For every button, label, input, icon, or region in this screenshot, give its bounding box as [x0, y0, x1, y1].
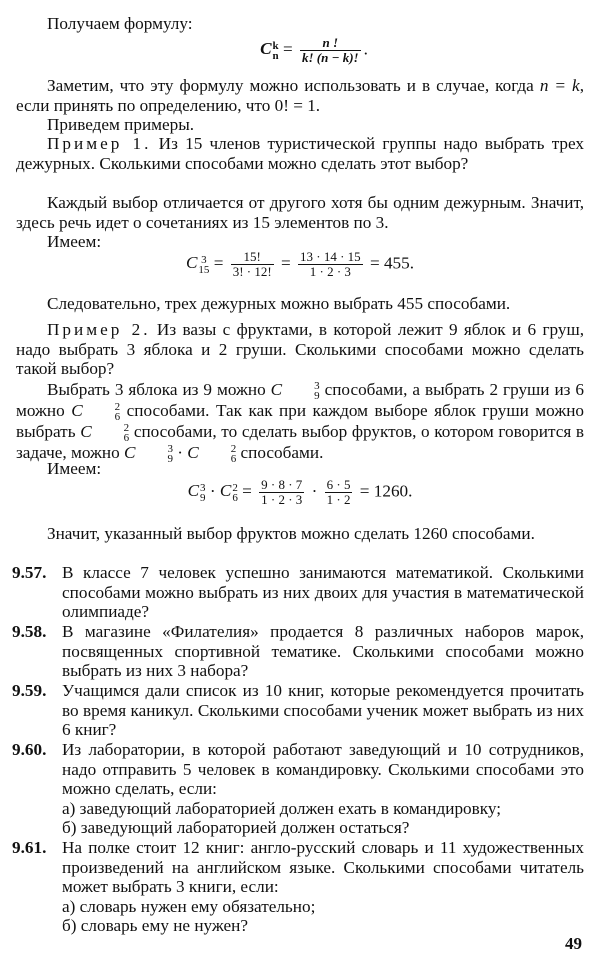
note-paragraph: [16, 76, 584, 115]
example-1-den2: 1 · 2 · 3: [309, 264, 351, 279]
formula-c-symbol: C k n: [260, 39, 279, 62]
example-2-statement: [16, 320, 584, 379]
formula-denominator: k! (n − k)!: [301, 50, 359, 65]
product-dot: ·: [177, 443, 183, 463]
example-1-c-symbol: C 3 15: [185, 253, 210, 276]
examples-lead: Приведем примеры.: [47, 115, 195, 134]
formula-intro: Получаем формулу:: [47, 14, 193, 33]
f2-dot: ·: [209, 481, 216, 501]
problem-number: 9.57.: [12, 563, 47, 582]
c-6-2-product: C 2 6: [187, 443, 237, 466]
example-1-label: Пример 1.: [47, 134, 152, 153]
problem-text: На полке стоит 12 книг: англо-русский словарь и 11 художественных произведений на английском языке. Сколькими способами читатель может выбрать 3 книги, если:: [62, 838, 584, 897]
page-number: 49: [565, 934, 582, 953]
example-1-result: = 455.: [369, 253, 415, 273]
c-9-3-product: C 3 9: [123, 443, 173, 466]
example-1-explanation: Каждый выбор отличается от другого хотя бы одним дежурным. Значит, здесь речь идет о сочетаниях из 15 элементов по 3.: [16, 193, 584, 232]
f2-eq1: =: [242, 481, 252, 501]
solution-part-3: способами. Так как при каждом выборе яблок груши можно выбрать: [16, 401, 585, 442]
example-2-label: Пример 2.: [47, 320, 151, 339]
problem-text: Из лаборатории, в которой работают заведующий и 10 сотрудников, надо отправить 5 человек в командировку. Сколькими способами это можно сделать, если:: [62, 740, 584, 799]
formula-numerator: n !: [300, 36, 361, 51]
example-2-formula: [0, 478, 600, 507]
f2-num1: 9 · 8 · 7: [261, 477, 303, 492]
problem-number: 9.59.: [12, 681, 47, 700]
f2-c-9-3: C 3 9: [187, 481, 206, 504]
problem-text: В магазине «Филателия» продается 8 различных наборов марок, посвященных спортивной тематике. Сколькими способами можно выбрать из них 3 набора?: [62, 622, 584, 681]
solution-part-1: Выбрать 3 яблока из 9 можно: [47, 380, 266, 399]
problem-option-b: б) словарь ему не нужен?: [62, 916, 248, 936]
f2-den1: 1 · 2 · 3: [261, 492, 303, 507]
problem-option-a: а) заведующий лабораторией должен ехать в командировку;: [62, 798, 501, 818]
note-part-c: , если принять по определению, что 0! = 1.: [16, 76, 584, 115]
c-9-3: C 3 9: [270, 380, 320, 403]
formula-equals: =: [282, 39, 293, 59]
f2-c-6-2: C 2 6: [219, 481, 238, 504]
problem-9-60: [12, 740, 584, 838]
f2-fraction-2: [325, 478, 353, 507]
note-part-b: n = k: [539, 76, 580, 95]
f2-fraction-1: [259, 478, 304, 507]
example-1-num2: 13 · 14 · 15: [300, 249, 361, 264]
example-1-text: Из 15 членов туристической группы надо выбрать трех дежурных. Сколькими способами можно сделать этот выбор?: [16, 134, 585, 173]
f2-mul: ·: [311, 481, 318, 501]
example-2-text: Из вазы с фруктами, в которой лежит 9 яблок и 6 груш, надо выбрать 3 яблока и 2 груши. Сколькими способами можно сделать такой выбор?: [16, 320, 585, 379]
c-6-2: C 2 6: [71, 401, 121, 424]
example-2-conclusion: Значит, указанный выбор фруктов можно сделать 1260 способами.: [47, 524, 535, 543]
problem-9-57: [12, 563, 584, 622]
formula-dot: .: [363, 39, 368, 59]
c-6-2-second: C 2 6: [80, 422, 130, 445]
solution-part-2: способами, а выбрать 2 груши из 6 можно: [16, 380, 584, 421]
example-1-eq1: =: [213, 253, 224, 273]
example-2-have: Имеем:: [47, 459, 102, 478]
example-1-statement: [16, 134, 584, 173]
example-1-conclusion: Следовательно, трех дежурных можно выбрать 455 способами.: [47, 294, 511, 313]
f2-den2: 1 · 2: [326, 492, 351, 507]
example-1-den1: 3! · 12!: [232, 264, 272, 279]
formula-fraction: [300, 36, 361, 65]
example-1-fraction-2: [298, 250, 363, 279]
solution-part-4: способами, то сделать выбор фруктов, о котором говорится в задаче, можно: [16, 422, 584, 463]
problem-option-a: а) словарь нужен ему обязательно;: [62, 896, 316, 916]
example-1-num1: 15!: [231, 250, 274, 265]
problem-option-b: б) заведующий лабораторией должен остаться?: [62, 818, 410, 838]
example-1-have: Имеем:: [47, 232, 102, 251]
example-1-formula: [0, 250, 600, 279]
problem-9-59: [12, 681, 584, 740]
example-1-fraction-1: [231, 250, 274, 279]
combination-formula: [14, 36, 600, 65]
problem-number: 9.61.: [12, 838, 47, 857]
problem-text: В классе 7 человек успешно занимаются математикой. Сколькими способами можно выбрать из них двоих для участия в математической олимпиаде?: [62, 563, 584, 622]
example-2-solution: [16, 380, 584, 464]
f2-result: = 1260.: [359, 481, 413, 501]
problem-9-58: [12, 622, 584, 681]
problem-9-61: [12, 838, 584, 936]
note-part-a: Заметим, что эту формулу можно использовать и в случае, когда: [47, 76, 534, 95]
solution-part-5: способами.: [240, 443, 324, 463]
example-1-eq2: =: [281, 253, 291, 273]
problem-text: Учащимся дали список из 10 книг, которые рекомендуется прочитать во время каникул. Сколькими способами ученик может выбрать из них 6 книг?: [62, 681, 584, 740]
f2-num2: 6 · 5: [326, 477, 351, 492]
problem-number: 9.60.: [12, 740, 47, 759]
problem-number: 9.58.: [12, 622, 47, 641]
